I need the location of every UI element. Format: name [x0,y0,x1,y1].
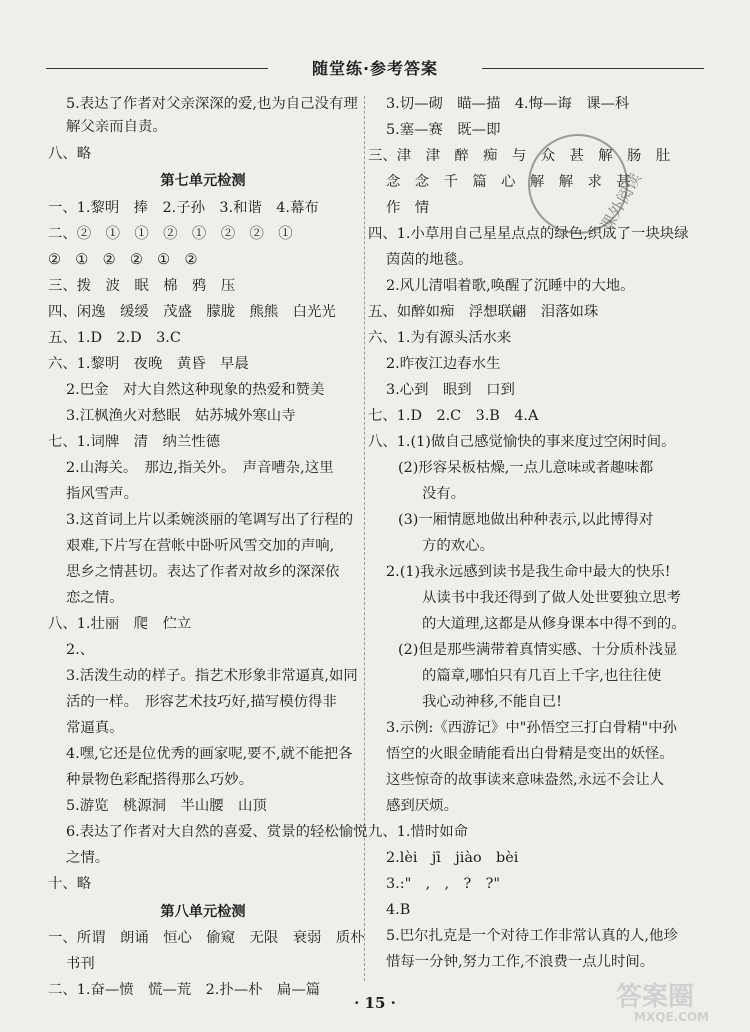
stamp-text: 课外阅读 [596,169,646,235]
answer-line: 活的一样。 形容艺术技巧好,描写模仿得非 [66,694,337,710]
answer-line: 四、1.小草用自己星星点点的绿色,织成了一块块绿 [368,226,689,242]
answer-line: 指风雪声。 [66,486,138,502]
answer-line: 感到厌烦。 [386,798,458,814]
answer-line: 5.巴尔扎克是一个对待工作非常认真的人,他珍 [386,928,678,944]
answer-line: 常逼真。 [66,720,124,736]
header-title: 随堂练·参考答案 [311,59,439,78]
answer-line: 4.嘿,它还是位优秀的画家呢,要不,就不能把各 [66,746,353,762]
answer-line: 种景物色彩配搭得那么巧妙。 [66,772,254,788]
answer-line: (2)形容呆板枯燥,一点儿意味或者趣味都 [398,460,654,476]
answer-line: 九、1.惜时如命 [368,824,469,840]
answer-line: ② ① ② ② ① ② [48,252,198,268]
answer-line: 七、1.D 2.C 3.B 4.A [368,408,539,424]
answer-line: 艰难,下片写在营帐中卧听风雪交加的声响, [66,538,335,554]
answer-line: 2.山海关。 那边,指关外。 声音嘈杂,这里 [66,460,334,476]
answer-line: 八、1.(1)做自己感觉愉快的事来度过空闲时间。 [368,434,676,450]
answer-line: 我心动神移,不能自已! [422,694,562,710]
answer-line: 2.、 [66,642,95,658]
header-rule-right [482,68,704,69]
answer-line: 八、略 [48,146,92,162]
page-number: · 15 · [354,994,396,1012]
answer-line: 5.塞—赛 既—即 [386,122,501,138]
answer-line: 书刊 [66,956,95,972]
answer-line: 的篇章,哪怕只有几百上千字,也往往使 [422,668,662,684]
answer-line: 2.风儿清唱着歌,唤醒了沉睡中的大地。 [386,278,635,294]
answer-line: 念 念 千 篇 心 解 解 求 甚 [386,174,631,190]
answer-line: 三、拨 波 眠 棉 鸦 压 [48,278,236,294]
answer-line: 四、闲逸 缓缓 茂盛 朦胧 熊熊 白光光 [48,304,336,320]
answer-line: 思乡之情甚切。表达了作者对故乡的深深依 [66,564,340,580]
answer-line: 3.这首词上片以柔婉淡丽的笔调写出了行程的 [66,512,354,528]
answer-line: 解父亲而自责。 [66,119,167,135]
answer-line: 之情。 [66,850,110,866]
answer-line: 3.:" , , ? ?" [386,876,500,892]
watermark-url: MXQE.COM [634,1010,710,1024]
section-title-unit-8: 第八单元检测 [160,904,246,920]
answer-line: 茵茵的地毯。 [386,252,473,268]
answer-line: 恋之情。 [66,590,124,606]
answer-line: 作 情 [386,200,430,216]
column-divider [364,96,365,981]
answer-line: 没有。 [422,486,466,502]
answer-line: (2)但是那些满带着真情实感、十分质朴浅显 [398,642,678,658]
answer-line: 二、② ① ① ② ① ② ② ① [48,226,293,242]
answer-line: 一、1.黎明 捧 2.子孙 3.和谐 4.幕布 [48,200,319,216]
answer-line: 5.表达了作者对父亲深深的爱,也为自己没有理 [66,96,358,112]
answer-line: 5.游览 桃源洞 半山腰 山顶 [66,798,267,814]
answer-line: 3.活泼生动的样子。指艺术形象非常逼真,如同 [66,668,358,684]
answer-line: 惜每一分钟,努力工作,不浪费一点儿时间。 [386,954,655,970]
section-title-unit-7: 第七单元检测 [160,173,246,189]
answer-line: 五、如醉如痴 浮想联翩 泪落如珠 [368,304,599,320]
answer-line: 十、略 [48,876,92,892]
answer-line: 2.(1)我永远感到读书是我生命中最大的快乐! [386,564,671,580]
answer-line: 五、1.D 2.D 3.C [48,330,181,346]
answer-line: 二、1.奋—愤 慌—荒 2.扑—朴 扁—篇 [48,982,321,998]
answer-line: 三、津 津 醉 痴 与 众 甚 解 肠 肚 [368,148,671,164]
answer-line: 从读书中我还得到了做人处世要独立思考 [422,590,682,606]
answer-line: 七、1.词牌 清 纳兰性德 [48,434,221,450]
answer-line: 2.lèi jī jiào bèi [386,850,519,866]
answer-line: 六、1.为有源头活水来 [368,330,512,346]
answer-line: 3.示例:《西游记》中"孙悟空三打白骨精"中孙 [386,720,677,736]
answer-line: 3.切—砌 瞄—描 4.悔—诲 课—科 [386,96,630,112]
answer-line: 3.心到 眼到 口到 [386,382,515,398]
answer-line: 2.巴金 对大自然这种现象的热爱和赞美 [66,382,325,398]
answer-line: 的大道理,这都是从修身课本中得不到的。 [422,616,686,632]
answer-line: 2.昨夜江边春水生 [386,356,501,372]
answer-line: 悟空的火眼金睛能看出白骨精是变出的妖怪。 [386,746,674,762]
watermark-logo: 答案圈 [616,982,695,1012]
answer-line: 这些惊奇的故事读来意味盎然,永远不会让人 [386,772,664,788]
answer-line: 八、1.壮丽 爬 伫立 [48,616,192,632]
answer-line: 6.表达了作者对大自然的喜爱、赏景的轻松愉悦 [66,824,368,840]
answer-line: 3.江枫渔火对愁眠 姑苏城外寒山寺 [66,408,296,424]
answer-line: 六、1.黎明 夜晚 黄昏 早晨 [48,356,249,372]
answer-line: (3)一厢情愿地做出种种表示,以此博得对 [398,512,654,528]
answer-line: 一、所谓 朗诵 恒心 偷窥 无限 衰弱 质朴 [48,930,365,946]
answer-line: 方的欢心。 [422,538,494,554]
page-header [46,56,704,82]
answer-line: 4.B [386,902,411,918]
